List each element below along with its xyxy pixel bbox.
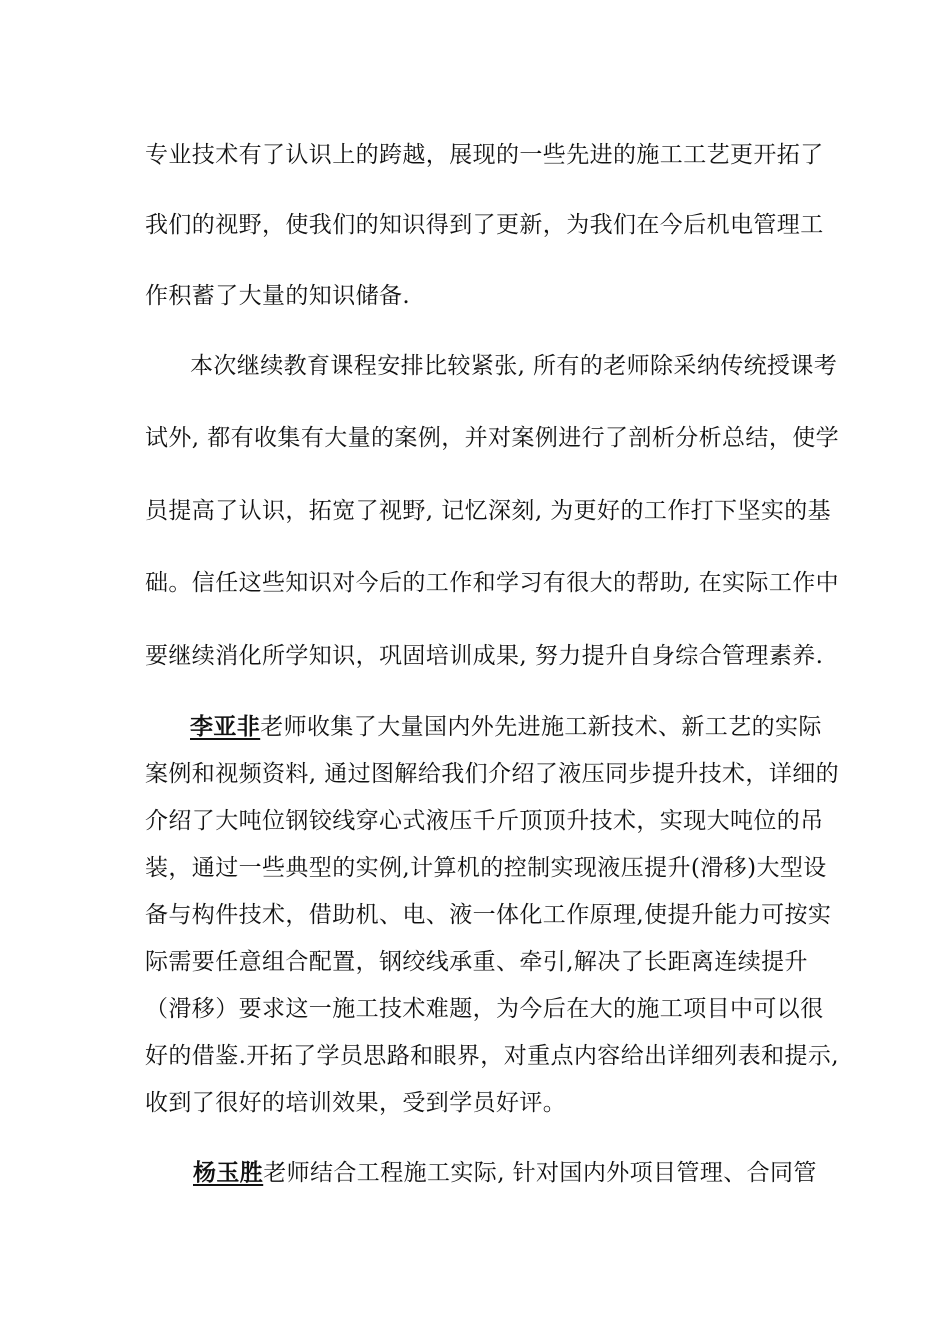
paragraph-3-line-4: 装，通过一些典型的实例,计算机的控制实现液压提升(滑移)大型设: [145, 855, 827, 881]
teacher-name-li-yafei: 李亚非: [190, 713, 261, 740]
paragraph-2-line-1: 本次继续教育课程安排比较紧张, 所有的老师除采纳传统授课考: [190, 353, 838, 379]
paragraph-1-line-1: 专业技术有了认识上的跨越，展现的一些先进的施工工艺更开拓了: [145, 142, 824, 168]
paragraph-2-line-3: 员提高了认识，拓宽了视野, 记忆深刻, 为更好的工作打下坚实的基: [145, 498, 832, 524]
paragraph-1-line-2: 我们的视野，使我们的知识得到了更新，为我们在今后机电管理工: [145, 212, 824, 238]
paragraph-3-line-2: 案例和视频资料, 通过图解给我们介绍了液压同步提升技术，详细的: [145, 761, 840, 787]
paragraph-3-line-1: [190, 712, 822, 742]
paragraph-4-line-1: [193, 1158, 815, 1188]
paragraph-2-line-5: 要继续消化所学知识，巩固培训成果, 努力提升自身综合管理素养.: [145, 643, 824, 669]
paragraph-3-line-6: 际需要任意组合配置，钢绞线承重、牵引,解决了长距离连续提升: [145, 949, 808, 975]
paragraph-3-line-7: （滑移）要求这一施工技术难题，为今后在大的施工项目中可以很: [145, 996, 824, 1022]
paragraph-3-line-5: 备与构件技术，借助机、电、液一体化工作原理,使提升能力可按实: [145, 902, 832, 928]
paragraph-3-line-9: 收到了很好的培训效果，受到学员好评。: [145, 1090, 567, 1116]
paragraph-2-line-2: 试外, 都有收集有大量的案例，并对案例进行了剖析分析总结，使学: [145, 425, 840, 451]
paragraph-3-first-rest: 老师收集了大量国内外先进施工新技术、新工艺的实际: [260, 714, 822, 740]
paragraph-2-line-4: 础。信任这些知识对今后的工作和学习有很大的帮助, 在实际工作中: [145, 570, 840, 596]
teacher-name-yang-yusheng: 杨玉胜: [193, 1159, 264, 1186]
paragraph-4-first-rest: 老师结合工程施工实际, 针对国内外项目管理、合同管: [263, 1160, 817, 1186]
paragraph-3-line-8: 好的借鉴.开拓了学员思路和眼界，对重点内容给出详细列表和提示,: [145, 1043, 840, 1069]
paragraph-1-line-3: 作积蓄了大量的知识储备.: [145, 283, 411, 309]
paragraph-3-line-3: 介绍了大吨位钢铰线穿心式液压千斤顶顶升技术，实现大吨位的吊: [145, 808, 824, 834]
